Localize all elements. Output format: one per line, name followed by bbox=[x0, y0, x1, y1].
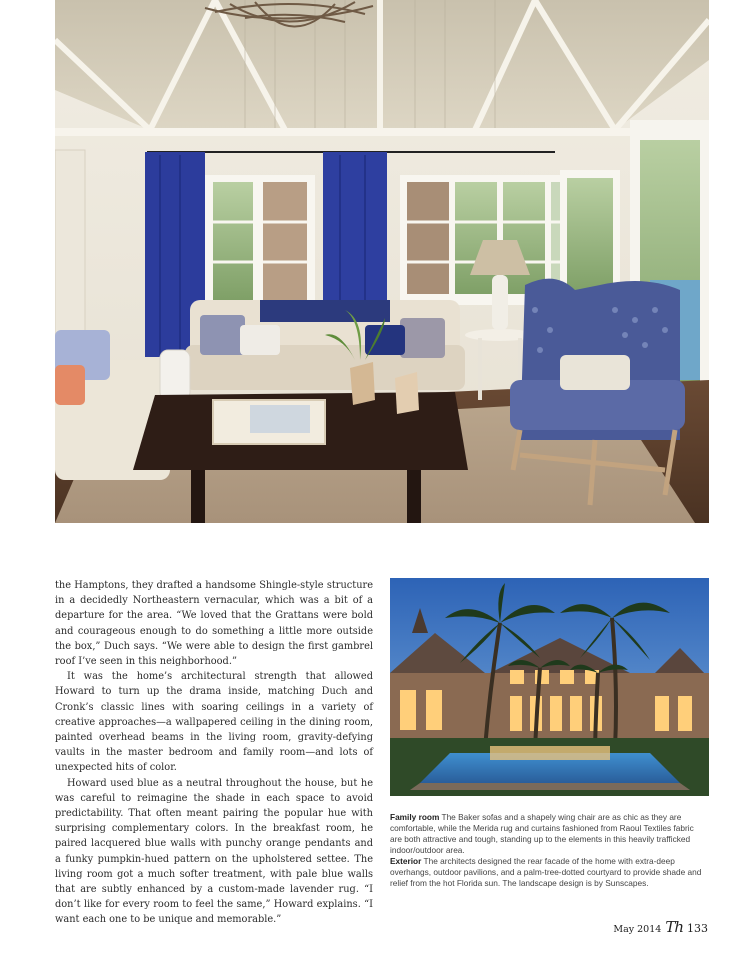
page-folio bbox=[613, 918, 708, 936]
article-paragraph: the Hamptons, they drafted a handsome Shingle-style structure in a decidedly Northeastern vernacular, which was a bit of a departure for the area. “We loved that the Grattans were bold and courageous enough to do something a little more outside the box,” Duch says. “We were able to design the first gambrel roof I’ve seen in this neighborhood.” bbox=[55, 580, 373, 668]
magazine-logo-mark: Th bbox=[665, 918, 683, 936]
caption-exterior bbox=[390, 856, 708, 889]
exterior-pool-photo-icon bbox=[390, 578, 709, 796]
family-room-photo bbox=[55, 0, 709, 523]
page-number: 133 bbox=[687, 922, 708, 935]
caption-text: The Baker sofas and a shapely wing chair are as chic as they are comfortable, while the Merida rug and curtains fashioned from Raoul Textiles fabric are both attractive and tough, standing up to the elements in this heavily trafficked indoor/outdoor area. bbox=[390, 812, 694, 855]
article-paragraph: Howard used blue as a neutral throughout the house, but he was careful to reimagine the shade in each space to avoid predictability. That often meant pairing the popular hue with surprising complementary colors. In the breakfast room, he paired lacquered blue walls with punchy orange pendants and a funky pumpkin-hued pattern on the upholstered settee. The living room got a much softer treatment, with pale blue walls that are subtly enhanced by a custom-made lavender rug. “I don’t like for every room to feel the same,” Howard explains. “I want each one to be unique and memorable.” bbox=[55, 777, 373, 926]
caption-text: The architects designed the rear facade of the home with extra-deep overhangs, outdoor pavilions, and a palm-tree-dotted courtyard to provide shade and relief from the hot Florida sun. The landscape design is by Sunscapes. bbox=[390, 856, 702, 888]
caption-lead: Family room bbox=[390, 812, 440, 822]
caption-family-room bbox=[390, 812, 708, 856]
article-body bbox=[55, 578, 373, 928]
issue-date: May 2014 bbox=[613, 924, 662, 935]
article-paragraph: It was the home’s architectural strength that allowed Howard to turn up the drama inside, matching Duch and Cronk’s classic lines with soaring ceilings in a variety of creative approaches—a wallpapered ceiling in the dining room, painted overhead beams in the living room, gravity-defying vaults in the master bedroom and family room—and lots of unexpected hits of color. bbox=[55, 671, 373, 774]
exterior-photo bbox=[390, 578, 709, 796]
caption-lead: Exterior bbox=[390, 856, 422, 866]
living-room-photo-icon bbox=[55, 0, 709, 523]
photo-caption bbox=[390, 812, 708, 889]
